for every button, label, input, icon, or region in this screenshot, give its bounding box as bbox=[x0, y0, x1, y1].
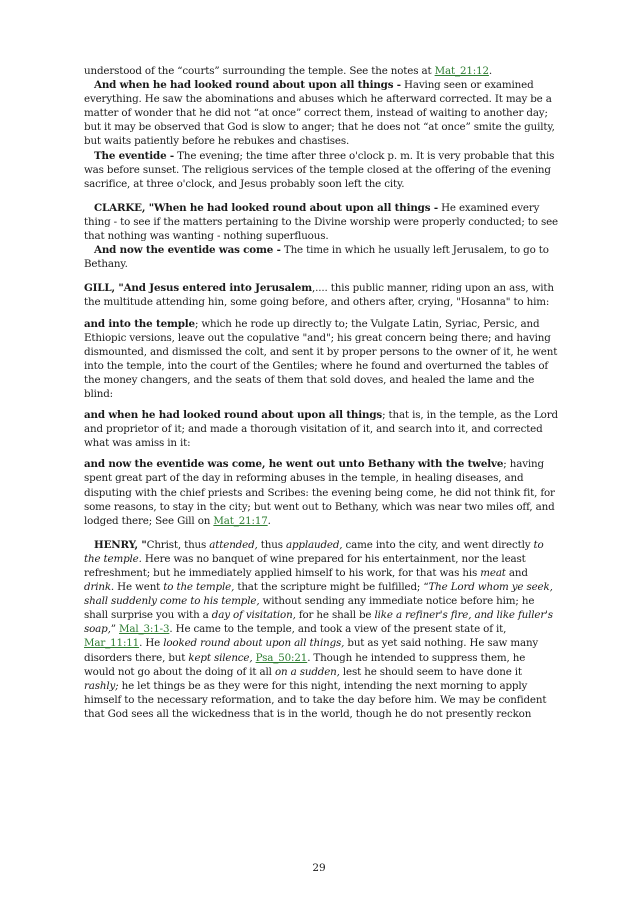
scripture-link[interactable]: Mar_11:11 bbox=[84, 637, 140, 650]
scripture-link[interactable]: Mal_3:1-3 bbox=[119, 623, 170, 636]
paragraph-6 bbox=[84, 281, 559, 309]
scripture-link[interactable]: Psa_50:21 bbox=[255, 651, 308, 664]
paragraph-text: Here was no banquet of wine prepared for his entertainment, nor the least refreshment; but he immediately applied himself to his work, for that was his bbox=[84, 552, 526, 579]
bold-heading: and when he had looked round about upon all things bbox=[84, 409, 383, 422]
paragraph-text: ; having spent great part of the day in reforming abuses in the temple, in healing diseases, and disputing with the chief priests and Scribes: the evening being come, he did not think fit, for some reasons, to stay in the city; but went out to Bethany, which was near two miles off, and lodged there; See Gill on bbox=[84, 458, 555, 527]
italic-text: to the temple. bbox=[84, 538, 544, 565]
paragraph-text: He went bbox=[114, 581, 164, 594]
paragraph-text: . bbox=[488, 65, 493, 77]
bold-heading: and into the temple bbox=[84, 317, 195, 330]
italic-text: day of visitation, bbox=[211, 609, 296, 622]
bold-heading: GILL, "And Jesus entered into Jerusalem bbox=[84, 282, 312, 295]
paragraph-text: lest he should seem to have done it bbox=[339, 665, 522, 678]
paragraph-10 bbox=[84, 538, 559, 721]
paragraph-text: without sending any immediate notice before him; he shall surprise you with a bbox=[84, 595, 535, 622]
paragraph-text: thus bbox=[257, 538, 286, 551]
bold-heading: And now the eventide was come - bbox=[94, 244, 281, 257]
paragraph-2 bbox=[84, 78, 559, 148]
paragraph-text: came into the city, and went directly bbox=[342, 538, 534, 551]
italic-text: kept silence, bbox=[188, 651, 253, 664]
paragraph-text: ; that is, in the temple, as the Lord and proprietor of it; and made a thorough visitation of it, and search into it, and corrected what was amiss in it: bbox=[84, 409, 558, 450]
paragraph-text: He examined every thing - to see if the matters pertaining to the Divine worship were properly conducted; to see that nothing was wanting - nothing superfluous. bbox=[84, 201, 558, 243]
paragraph-text: The time in which he usually left Jerusalem, to go to Bethany. bbox=[84, 244, 549, 271]
paragraph-text: . bbox=[267, 514, 271, 527]
bold-heading: and now the eventide was come, he went out unto Bethany with the twelve bbox=[84, 458, 504, 471]
bold-heading: HENRY, " bbox=[94, 538, 147, 551]
paragraph-text: . He bbox=[139, 637, 164, 650]
paragraph-text: and bbox=[505, 567, 528, 579]
paragraph-text: The evening; the time after three o'clock p. m. It is very probable that this was before sunset. The religious services of the temple closed at the offering of the evening sacrifice, at three o'clock, and Jesus probably soon left the city. bbox=[84, 149, 555, 190]
paragraph-4 bbox=[84, 201, 559, 243]
italic-text: applauded, bbox=[285, 538, 343, 551]
bold-heading: The eventide - bbox=[94, 149, 175, 162]
bold-heading: CLARKE, "When he had looked round about upon all things - bbox=[94, 201, 438, 214]
paragraph-text: . Though he intended to suppress them, he would not go about the doing of it all bbox=[84, 651, 526, 678]
italic-text: drink. bbox=[84, 581, 115, 594]
paragraph-text: ,.... this public manner, riding upon an ass, with the multitude attending hin, some going before, and others after, crying, "Hosanna" to him: bbox=[84, 282, 554, 309]
italic-text: like a refiner's fire, and like fuller's soap, bbox=[84, 609, 553, 636]
italic-text: attended, bbox=[209, 538, 258, 551]
italic-text: The Lord whom ye seek, shall suddenly come to his temple, bbox=[84, 581, 553, 608]
paragraph-text: Christ, thus bbox=[146, 538, 210, 551]
paragraph-8 bbox=[84, 408, 559, 450]
italic-text: looked round about upon all things, bbox=[163, 637, 345, 650]
paragraph-text: but as yet said nothing. He saw many disorders there, but bbox=[84, 637, 539, 664]
italic-text: to the temple, bbox=[163, 581, 235, 594]
italic-text: meat bbox=[480, 567, 506, 579]
page-number: 29 bbox=[312, 862, 326, 874]
paragraph-text: . He came to the temple, and took a view of the present state of it, bbox=[169, 623, 507, 636]
paragraph-9 bbox=[84, 457, 559, 527]
paragraph-text: for he shall be bbox=[295, 609, 375, 622]
paragraph-text: ; which he rode up directly to; the Vulgate Latin, Syriac, Persic, and Ethiopic versions, leave out the copulative "and"; his great concern being there; and having dismounted, and dismissed the colt, and sent it by proper persons to the owner of it, he went into the temple, into the court of the Gentiles; where he found and overturned the tables of the money changers, and the seats of them that sold doves, and healed the lame and the blind: bbox=[84, 317, 558, 400]
scripture-link[interactable]: Mat_21:17 bbox=[213, 514, 268, 527]
paragraph-text: that the scripture might be fulfilled; “ bbox=[234, 581, 429, 594]
bold-heading: And when he had looked round about upon all things - bbox=[94, 79, 401, 92]
document-page bbox=[84, 64, 559, 721]
italic-text: rashly; bbox=[84, 679, 119, 692]
paragraph-text: he let things be as they were for this night, intending the next morning to apply himself to the necessary reformation, and to take the day before him. We may be confident that God sees all the wickedness that is in the world, though he do not presently reckon bbox=[84, 679, 547, 720]
paragraph-3 bbox=[84, 149, 559, 191]
paragraph-text: ” bbox=[110, 623, 119, 636]
paragraph-1 bbox=[84, 64, 559, 78]
italic-text: on a sudden, bbox=[274, 665, 340, 678]
paragraph-7 bbox=[84, 317, 559, 402]
paragraph-text: Having seen or examined everything. He saw the abominations and abuses which he afterward corrected. It may be a matter of wonder that he did not “at once” correct them, instead of waiting to another day; but it may be observed that God is slow to anger; that he does not “at once” smite the guilty, but waits patiently before he rebukes and chastises. bbox=[84, 79, 555, 148]
paragraph-5 bbox=[84, 243, 559, 271]
paragraph-text: understood of the “courts” surrounding the temple. See the notes at bbox=[84, 65, 435, 77]
scripture-link[interactable]: Mat_21:12 bbox=[434, 65, 489, 77]
